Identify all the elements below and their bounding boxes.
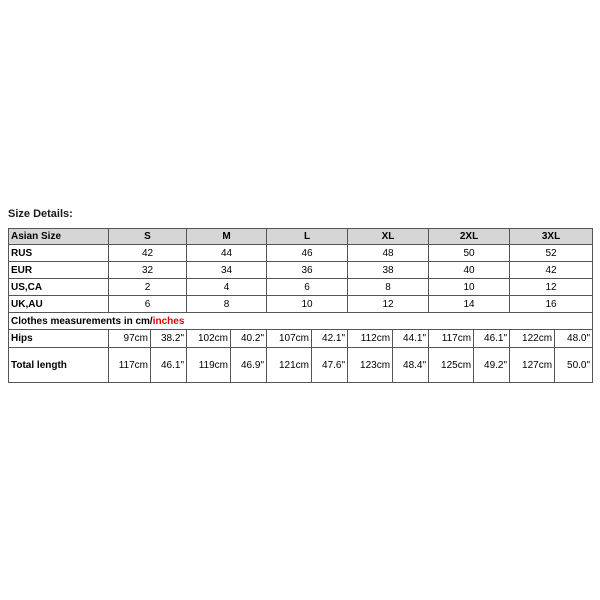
table-cell: 48.0" bbox=[555, 330, 593, 348]
size-header-2xl: 2XL bbox=[429, 229, 510, 245]
table-cell: 40.2" bbox=[231, 330, 267, 348]
measurement-row-hips bbox=[9, 330, 593, 348]
table-cell: 48 bbox=[348, 245, 429, 262]
table-cell: 8 bbox=[348, 279, 429, 296]
table-cell: 42.1" bbox=[312, 330, 348, 348]
table-cell: 112cm bbox=[348, 330, 393, 348]
row-label: Total length bbox=[9, 348, 109, 383]
table-cell: 8 bbox=[187, 296, 267, 313]
table-cell: 10 bbox=[429, 279, 510, 296]
size-header-l: L bbox=[267, 229, 348, 245]
size-row-us-ca bbox=[9, 279, 593, 296]
table-cell: 12 bbox=[348, 296, 429, 313]
table-cell: 4 bbox=[187, 279, 267, 296]
table-cell: 42 bbox=[109, 245, 187, 262]
table-cell: 125cm bbox=[429, 348, 474, 383]
table-cell: 32 bbox=[109, 262, 187, 279]
table-cell: 40 bbox=[429, 262, 510, 279]
table-cell: 34 bbox=[187, 262, 267, 279]
size-header-s: S bbox=[109, 229, 187, 245]
table-cell: 6 bbox=[109, 296, 187, 313]
table-cell: 102cm bbox=[187, 330, 231, 348]
size-header-3xl: 3XL bbox=[510, 229, 593, 245]
table-cell: 44 bbox=[187, 245, 267, 262]
header-row bbox=[9, 229, 593, 245]
size-row-rus bbox=[9, 245, 593, 262]
table-cell: 50.0" bbox=[555, 348, 593, 383]
table-cell: 14 bbox=[429, 296, 510, 313]
table-cell: 127cm bbox=[510, 348, 555, 383]
table-cell: 10 bbox=[267, 296, 348, 313]
size-header-xl: XL bbox=[348, 229, 429, 245]
table-cell: 38.2" bbox=[151, 330, 187, 348]
measurements-heading-row bbox=[9, 313, 593, 330]
table-cell: 2 bbox=[109, 279, 187, 296]
measurements-heading-inches: inches bbox=[152, 315, 185, 327]
measurement-row-total-length bbox=[9, 348, 593, 383]
measurements-heading bbox=[9, 313, 593, 330]
table-cell: 117cm bbox=[109, 348, 151, 383]
table-cell: 44.1" bbox=[393, 330, 429, 348]
size-row-eur bbox=[9, 262, 593, 279]
size-row-uk-au bbox=[9, 296, 593, 313]
table-cell: 122cm bbox=[510, 330, 555, 348]
table-cell: 119cm bbox=[187, 348, 231, 383]
table-cell: 52 bbox=[510, 245, 593, 262]
row-label: Hips bbox=[9, 330, 109, 348]
size-chart-table bbox=[8, 228, 593, 383]
table-cell: 97cm bbox=[109, 330, 151, 348]
table-cell: 50 bbox=[429, 245, 510, 262]
table-cell: 12 bbox=[510, 279, 593, 296]
table-cell: 46 bbox=[267, 245, 348, 262]
row-label: EUR bbox=[9, 262, 109, 279]
table-cell: 46.1" bbox=[151, 348, 187, 383]
table-cell: 16 bbox=[510, 296, 593, 313]
table-cell: 46.9" bbox=[231, 348, 267, 383]
table-cell: 38 bbox=[348, 262, 429, 279]
table-cell: 42 bbox=[510, 262, 593, 279]
table-cell: 36 bbox=[267, 262, 348, 279]
table-cell: 46.1" bbox=[474, 330, 510, 348]
row-label: UK,AU bbox=[9, 296, 109, 313]
row-label: RUS bbox=[9, 245, 109, 262]
table-cell: 48.4" bbox=[393, 348, 429, 383]
table-cell: 6 bbox=[267, 279, 348, 296]
row-label: US,CA bbox=[9, 279, 109, 296]
asian-size-header: Asian Size bbox=[9, 229, 109, 245]
size-details-title: Size Details: bbox=[8, 208, 73, 220]
table-cell: 123cm bbox=[348, 348, 393, 383]
measurements-heading-prefix: Clothes measurements in cm/ bbox=[11, 315, 153, 327]
table-cell: 121cm bbox=[267, 348, 312, 383]
table-cell: 107cm bbox=[267, 330, 312, 348]
table-cell: 47.6" bbox=[312, 348, 348, 383]
table-cell: 117cm bbox=[429, 330, 474, 348]
size-header-m: M bbox=[187, 229, 267, 245]
table-cell: 49.2" bbox=[474, 348, 510, 383]
